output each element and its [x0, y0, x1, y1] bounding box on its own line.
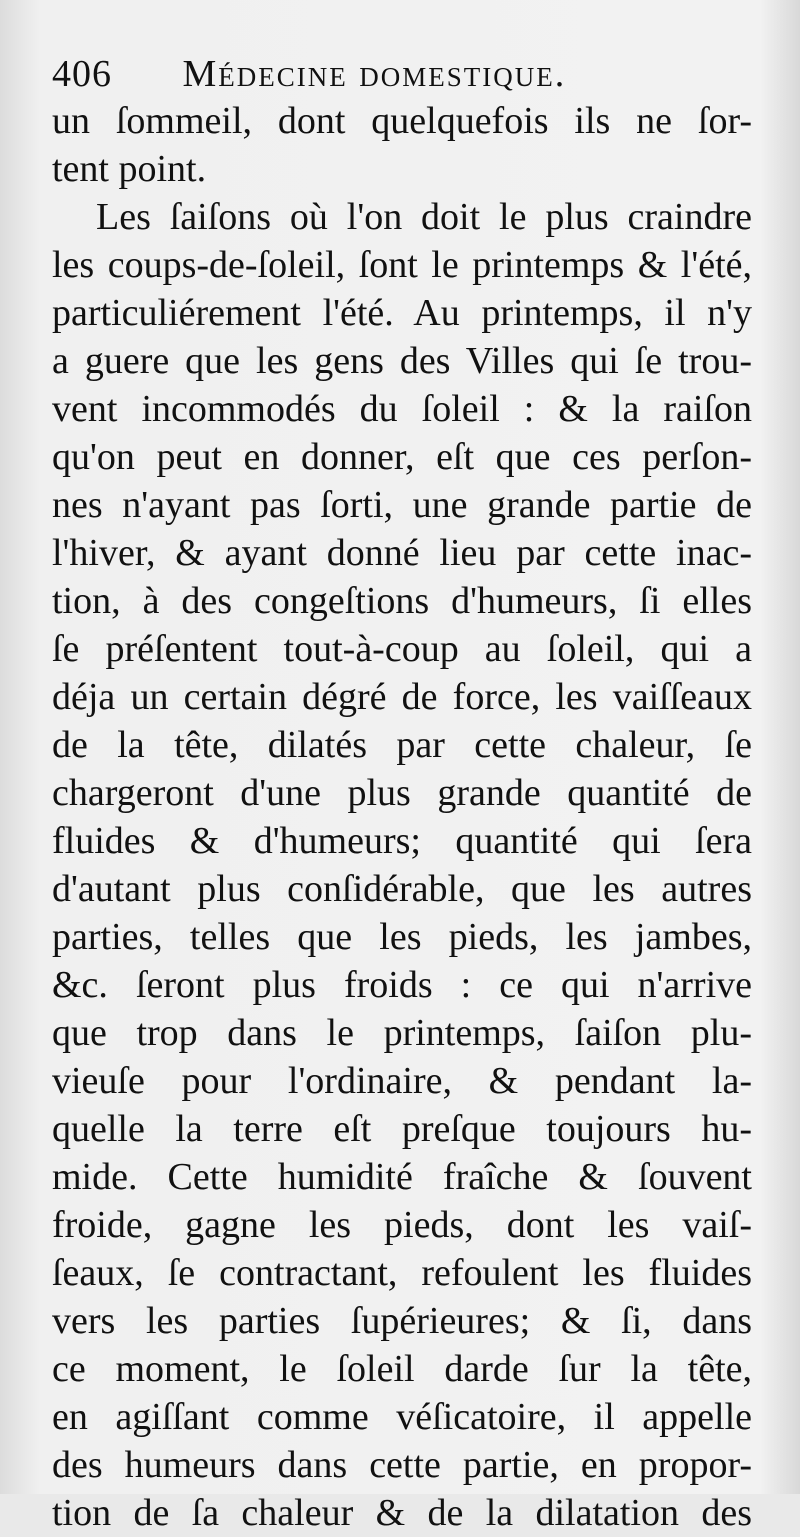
text-line: ſe préſentent tout-à-coup au ſoleil, qui a: [52, 628, 752, 670]
text-line: quelle la terre eſt preſque toujours hu-: [52, 1108, 752, 1150]
text-line: chargeront d'une plus grande quantité de: [52, 772, 752, 814]
text-line: vers les parties ſupérieures; & ſi, dans: [52, 1300, 752, 1342]
text-line: d'autant plus conſidérable, que les autres: [52, 868, 752, 910]
text-line: nes n'ayant pas ſorti, une grande partie de: [52, 484, 752, 526]
text-line: particuliérement l'été. Au printemps, il n'y: [52, 292, 752, 334]
page-number: 406: [52, 53, 112, 95]
text-line: des humeurs dans cette partie, en propor-: [52, 1444, 752, 1486]
text-line: mide. Cette humidité fraîche & ſouvent: [52, 1156, 752, 1198]
text-line: qu'on peut en donner, eſt que ces perſon-: [52, 436, 752, 478]
body-text: [52, 97, 752, 1537]
text-line: tion, à des congeſtions d'humeurs, ſi elles: [52, 580, 752, 622]
text-line: ſeaux, ſe contractant, refoulent les fluides: [52, 1252, 752, 1294]
text-line: vieuſe pour l'ordinaire, & pendant la-: [52, 1060, 752, 1102]
text-line: a guere que les gens des Villes qui ſe trou-: [52, 340, 752, 382]
text-line: les coups-de-ſoleil, ſont le printemps & l'été,: [52, 244, 752, 286]
text-line: de la tête, dilatés par cette chaleur, ſe: [52, 724, 752, 766]
text-line: que trop dans le printemps, ſaiſon plu-: [52, 1012, 752, 1054]
text-line: tion de ſa chaleur & de la dilatation des: [52, 1492, 752, 1534]
text-line: froide, gagne les pieds, dont les vaiſ-: [52, 1204, 752, 1246]
text-line: l'hiver, & ayant donné lieu par cette inac-: [52, 532, 752, 574]
text-line: parties, telles que les pieds, les jambes,: [52, 916, 752, 958]
text-line: fluides & d'humeurs; quantité qui ſera: [52, 820, 752, 862]
text-line: &c. ſeront plus froids : ce qui n'arrive: [52, 964, 752, 1006]
text-line: tent point.: [52, 148, 207, 190]
text-line: un ſommeil, dont quelquefois ils ne ſor-: [52, 100, 752, 142]
running-title: Médecine domestique.: [182, 53, 567, 95]
text-line: ce moment, le ſoleil darde ſur la tête,: [52, 1348, 752, 1390]
running-head: [52, 44, 752, 104]
text-line: Les ſaiſons où l'on doit le plus craindre: [96, 196, 752, 238]
text-line: déja un certain dégré de force, les vaiſſeaux: [52, 676, 752, 718]
text-line: en agiſſant comme véſicatoire, il appelle: [52, 1396, 752, 1438]
text-line: vent incommodés du ſoleil : & la raiſon: [52, 388, 752, 430]
